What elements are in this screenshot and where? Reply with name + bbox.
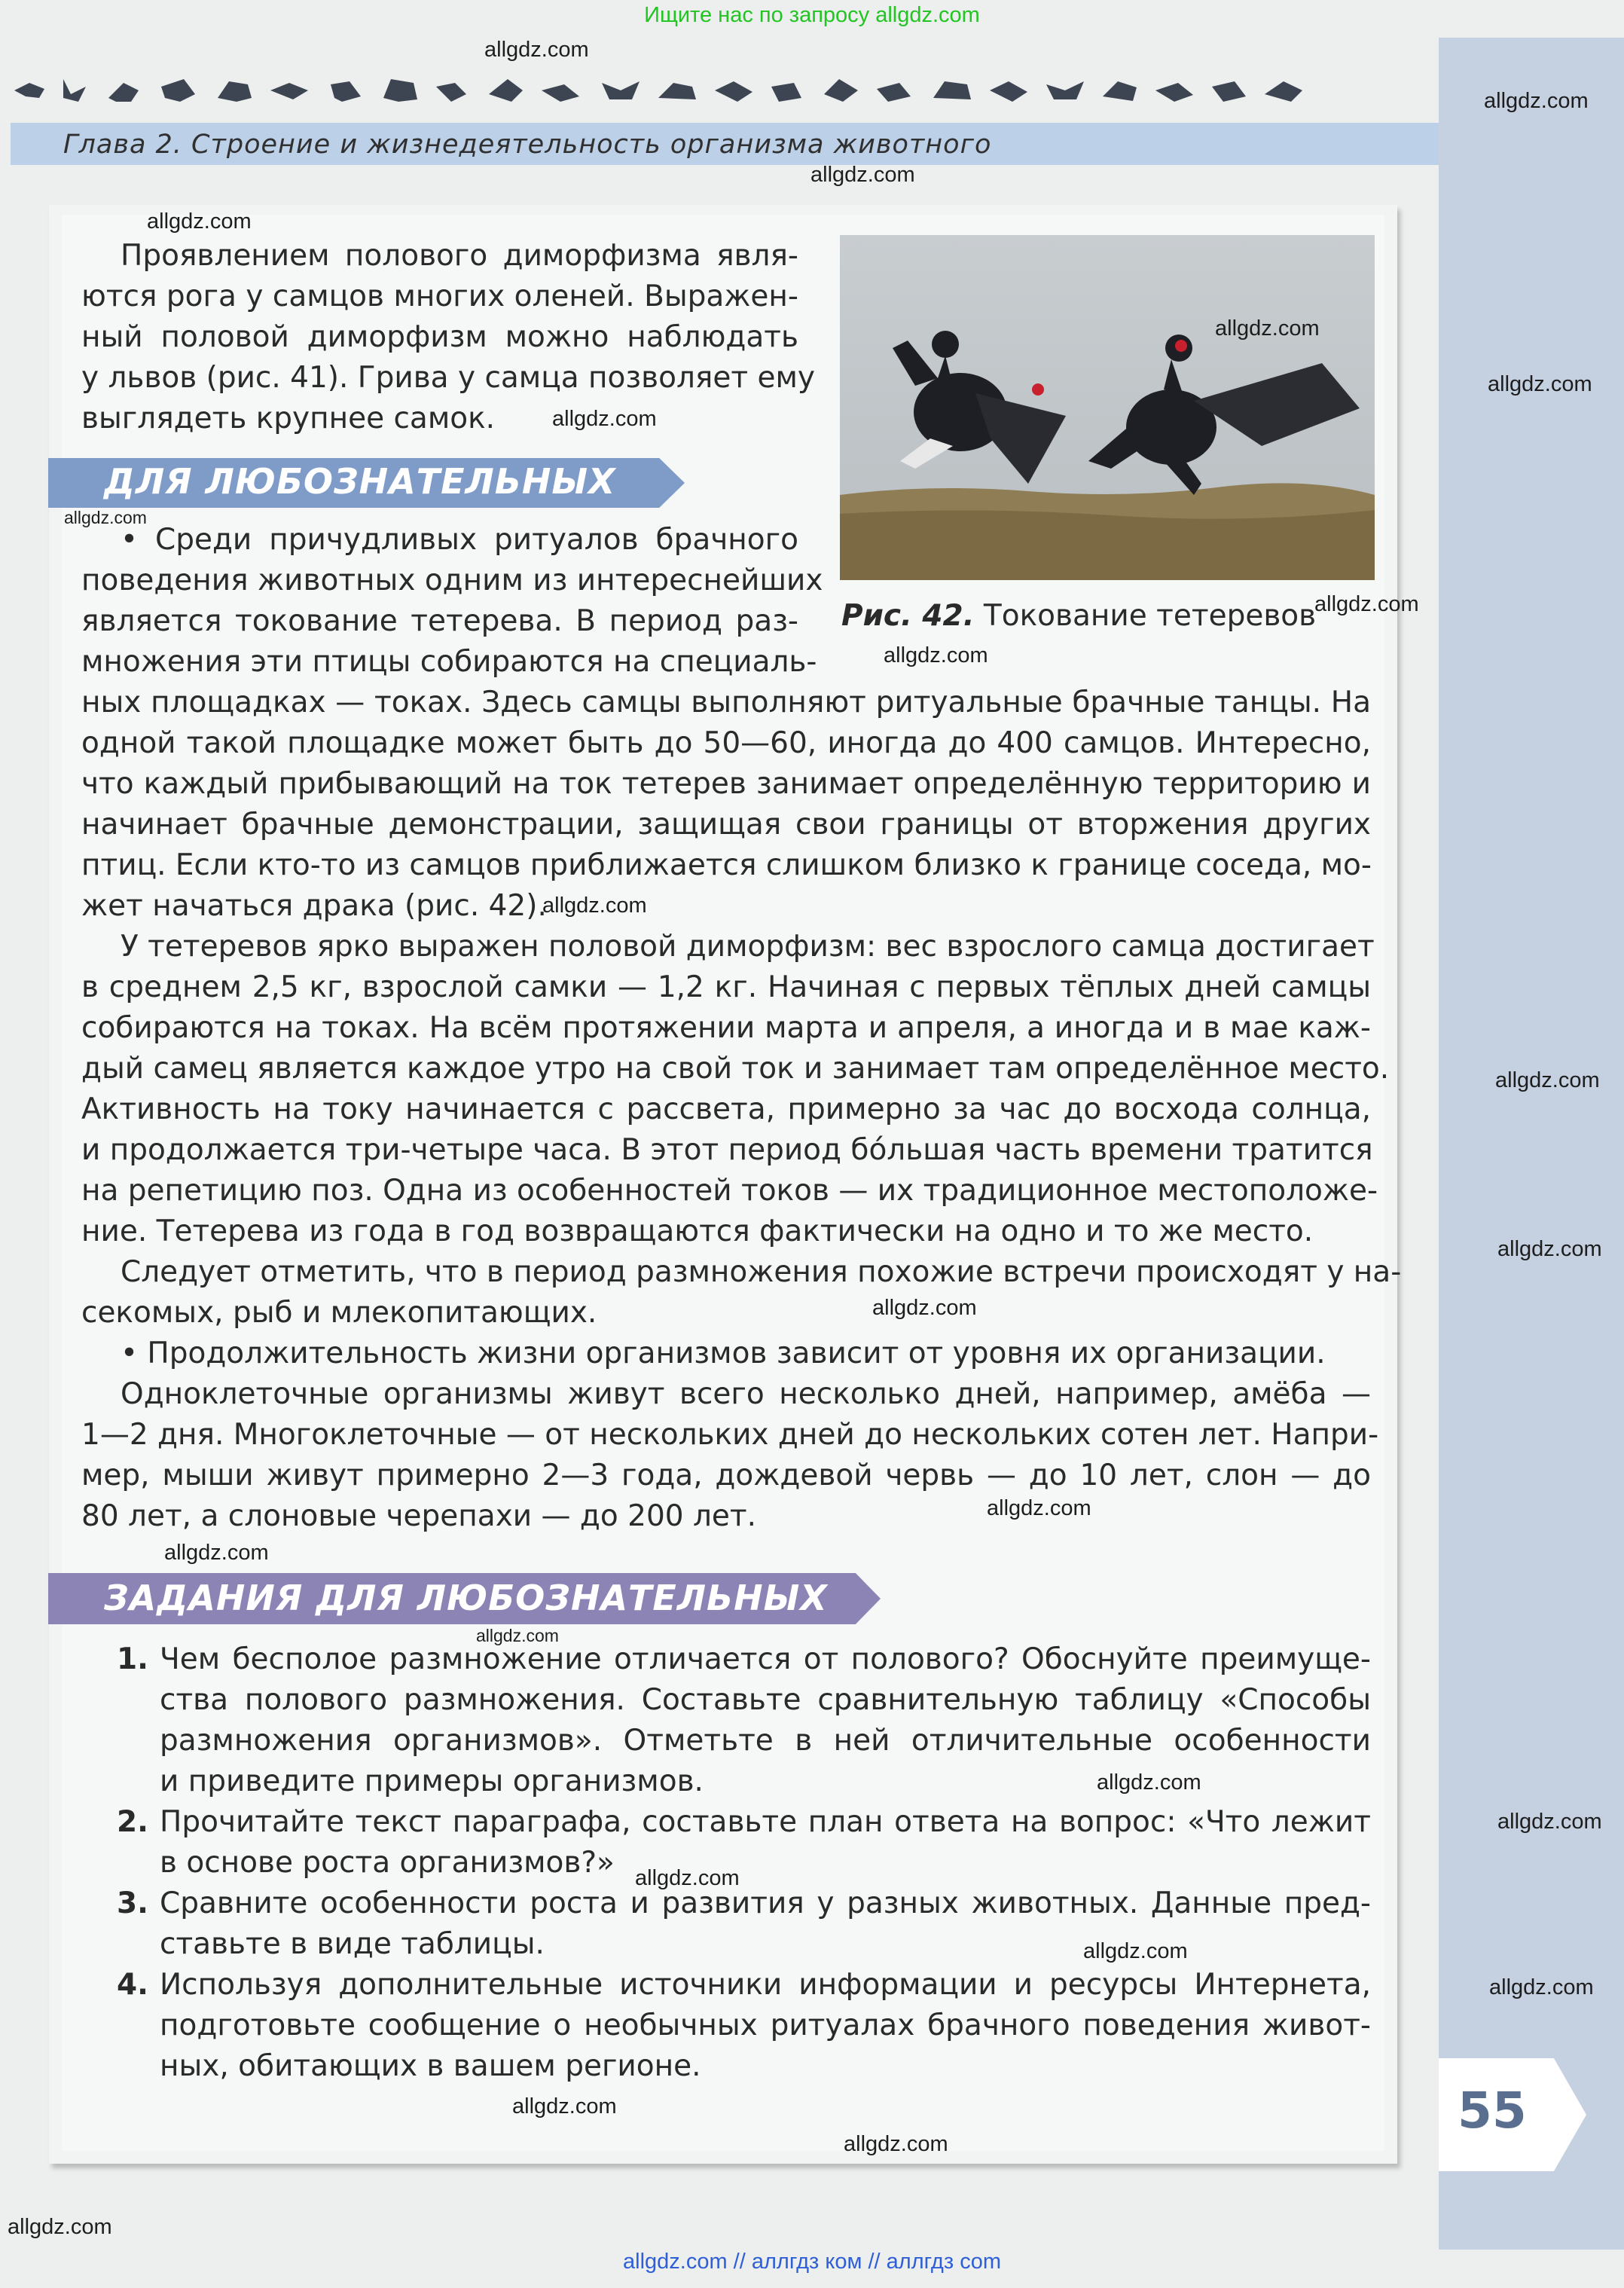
watermark: allgdz.com	[844, 2132, 948, 2156]
text-line: ства полового размножения. Составьте сравнительную таблицу «Способы	[160, 1683, 1371, 1717]
figure-42-photo	[840, 235, 1375, 580]
animal-frieze	[11, 68, 1317, 113]
text-line: и приведите примеры организмов.	[160, 1764, 704, 1798]
animal-silhouettes-icon	[14, 79, 1302, 102]
watermark: allgdz.com	[1484, 89, 1589, 113]
figure-caption-text: Токование тетеревов	[983, 599, 1317, 633]
watermark: allgdz.com	[1083, 1939, 1188, 1963]
text-line: Следует отметить, что в период размножения похожие встречи происходят у на-	[121, 1255, 1402, 1289]
watermark: allgdz.com	[164, 1541, 269, 1565]
text-line: Прочитайте текст параграфа, составьте план ответа на вопрос: «Что лежит	[160, 1805, 1371, 1839]
watermark: allgdz.com	[872, 1296, 977, 1320]
text-line: дый самец является каждое утро на свой ток и занимает там определённое место.	[81, 1052, 1390, 1086]
text-line: Активность на току начинается с рассвета, примерно за час до восхода солнца,	[81, 1092, 1371, 1126]
figure-label: Рис. 42.	[841, 599, 975, 633]
text-line: подготовьте сообщение о необычных ритуалах брачного поведения живот-	[160, 2008, 1371, 2042]
watermark: allgdz.com	[635, 1866, 740, 1890]
watermark: allgdz.com	[542, 894, 647, 918]
text-line: жет начаться драка (рис. 42).	[81, 889, 547, 923]
task-number: 2.	[117, 1805, 148, 1839]
text-line: выглядеть крупнее самок.	[81, 402, 496, 435]
bottom-banner: allgdz.com // аллгдз ком // аллгдз com	[623, 2250, 1001, 2274]
side-margin-strip	[1439, 38, 1624, 2250]
tasks-heading: ЗАДАНИЯ ДЛЯ ЛЮБОЗНАТЕЛЬНЫХ	[104, 1578, 828, 1618]
text-line: • Продолжительность жизни организмов зависит от уровня их организации.	[121, 1336, 1326, 1370]
watermark: allgdz.com	[1215, 316, 1320, 341]
text-line: ный половой диморфизм можно наблюдать	[81, 320, 798, 354]
figure-caption	[841, 599, 1316, 633]
watermark: allgdz.com	[512, 2094, 617, 2118]
text-line: Используя дополнительные источники информации и ресурсы Интернета,	[160, 1968, 1371, 2002]
text-line: в основе роста организмов?»	[160, 1846, 615, 1880]
text-line: множения эти птицы собираются на специаль-	[81, 645, 817, 679]
watermark: allgdz.com	[1497, 1237, 1602, 1261]
text-line: 80 лет, а слоновые черепахи — до 200 лет.	[81, 1499, 757, 1533]
task-number: 3.	[117, 1886, 148, 1920]
watermark: allgdz.com	[484, 38, 589, 62]
text-line: ставьте в виде таблицы.	[160, 1927, 545, 1961]
text-line: У тетеревов ярко выражен половой диморфизм: вес взрослого самца достигает	[121, 930, 1375, 964]
top-banner: Ищите нас по запросу allgdz.com	[644, 3, 980, 27]
text-line: одной такой площадке может быть до 50—60, иногда до 400 самцов. Интересно,	[81, 726, 1371, 760]
watermark: allgdz.com	[1489, 1975, 1594, 1999]
page-number: 55	[1458, 2082, 1527, 2140]
watermark: allgdz.com	[810, 163, 915, 187]
watermark: allgdz.com	[64, 508, 147, 527]
task-number: 4.	[117, 1968, 148, 2002]
chapter-title: Глава 2. Строение и жизнедеятельность организма животного	[63, 130, 992, 160]
text-line: начинает брачные демонстрации, защищая свои границы от вторжения других	[81, 808, 1371, 842]
text-line: у львов (рис. 41). Грива у самца позволяет ему	[81, 361, 815, 395]
text-line: ние. Тетерева из года в год возвращаются фактически на одно и то же место.	[81, 1214, 1314, 1248]
text-line: что каждый прибывающий на ток тетерев занимает определённую территорию и	[81, 767, 1371, 801]
text-line: Сравните особенности роста и развития у разных животных. Данные пред-	[160, 1886, 1371, 1920]
text-line: поведения животных одним из интереснейших	[81, 564, 823, 597]
text-line: собираются на токах. На всём протяжении марта и апреля, а иногда и в мае каж-	[81, 1011, 1371, 1045]
watermark: allgdz.com	[1097, 1770, 1201, 1795]
text-line: Одноклеточные организмы живут всего несколько дней, например, амёба —	[121, 1377, 1371, 1411]
watermark: allgdz.com	[1488, 372, 1592, 396]
text-line: секомых, рыб и млекопитающих.	[81, 1296, 597, 1330]
text-line: мер, мыши живут примерно 2—3 года, дождевой червь — до 10 лет, слон — до	[81, 1459, 1371, 1492]
text-line: • Среди причудливых ритуалов брачного	[121, 523, 798, 557]
text-line: является токование тетерева. В период раз-	[81, 604, 798, 638]
watermark: allgdz.com	[1495, 1068, 1600, 1092]
text-line: 1—2 дня. Многоклеточные — от нескольких дней до нескольких сотен лет. Напри-	[81, 1418, 1379, 1452]
text-line: Чем бесполое размножение отличается от полового? Обоснуйте преимуще-	[160, 1642, 1371, 1676]
watermark: allgdz.com	[476, 1626, 559, 1645]
watermark: allgdz.com	[987, 1496, 1091, 1520]
text-line: и продолжается три-четыре часа. В этот период бóльшая часть времени тратится	[81, 1133, 1373, 1167]
text-line: Проявлением полового диморфизма явля-	[121, 239, 798, 273]
text-line: ных площадках — токах. Здесь самцы выполняют ритуальные брачные танцы. На	[81, 686, 1371, 719]
text-line: птиц. Если кто-то из самцов приближается слишком близко к границе соседа, мо-	[81, 848, 1372, 882]
watermark: allgdz.com	[147, 209, 252, 234]
watermark: allgdz.com	[8, 2215, 112, 2239]
watermark: allgdz.com	[552, 407, 657, 431]
text-line: размножения организмов». Отметьте в ней отличительные особенности	[160, 1724, 1371, 1758]
watermark: allgdz.com	[884, 643, 988, 667]
watermark: allgdz.com	[1497, 1810, 1602, 1834]
task-number: 1.	[117, 1642, 148, 1676]
section-heading: ДЛЯ ЛЮБОЗНАТЕЛЬНЫХ	[104, 461, 616, 502]
text-line: ных, обитающих в вашем регионе.	[160, 2049, 701, 2083]
text-line: на репетицию поз. Одна из особенностей токов — их традиционное местоположе-	[81, 1174, 1378, 1208]
watermark: allgdz.com	[1314, 592, 1419, 616]
text-line: в среднем 2,5 кг, взрослой самки — 1,2 кг. Начиная с первых тёплых дней самцы	[81, 970, 1371, 1004]
text-line: ются рога у самцов многих оленей. Выражен-	[81, 280, 798, 313]
